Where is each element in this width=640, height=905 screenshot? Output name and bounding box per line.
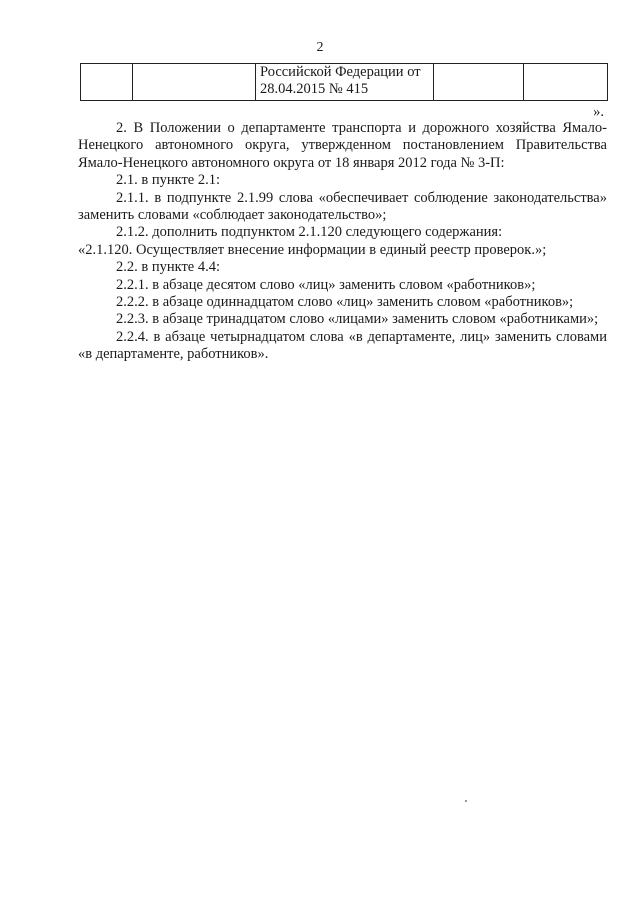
paragraph: «2.1.120. Осуществляет внесение информации в единый реестр проверок.»; xyxy=(78,241,547,258)
table-cell xyxy=(81,64,133,101)
table-cell xyxy=(434,64,524,101)
paragraph: 2. В Положении о департаменте транспорта и дорожного хозяйства Ямало-Ненецкого автономного округа, утвержденном постановлением Правительства Ямало-Ненецкого автономного округа от 18 января 2012 года № 3-П: xyxy=(78,120,607,171)
paragraph: 2.2.2. в абзаце одиннадцатом слово «лиц» заменить словом «работников»; xyxy=(116,294,574,311)
paragraph: 2.1.2. дополнить подпунктом 2.1.120 следующего содержания: xyxy=(116,224,503,241)
table-cell xyxy=(133,64,256,101)
continuation-table xyxy=(80,63,608,101)
document-body xyxy=(78,120,607,364)
paragraph: 2.1.1. в подпункте 2.1.99 слова «обеспечивает соблюдение законодательства» заменить словами «соблюдает законодательство»; xyxy=(78,189,607,224)
paragraph: 2.1. в пункте 2.1: xyxy=(116,172,221,189)
paragraph: 2.2.1. в абзаце десятом слово «лиц» заменить словом «работников»; xyxy=(116,276,536,293)
closing-quote: ». xyxy=(593,104,604,120)
page-number: 2 xyxy=(316,40,324,55)
table-row xyxy=(81,64,608,101)
paragraph: 2.2.4. в абзаце четырнадцатом слова «в департаменте, лиц» заменить словами «в департаменте, работников». xyxy=(78,328,607,363)
paragraph: 2.2.3. в абзаце тринадцатом слово «лицами» заменить словом «работниками»; xyxy=(116,311,599,328)
scan-speck xyxy=(465,800,467,802)
paragraph: 2.2. в пункте 4.4: xyxy=(116,259,221,276)
table-cell: Российской Федерации от 28.04.2015 № 415 xyxy=(256,64,434,101)
table-cell xyxy=(524,64,608,101)
